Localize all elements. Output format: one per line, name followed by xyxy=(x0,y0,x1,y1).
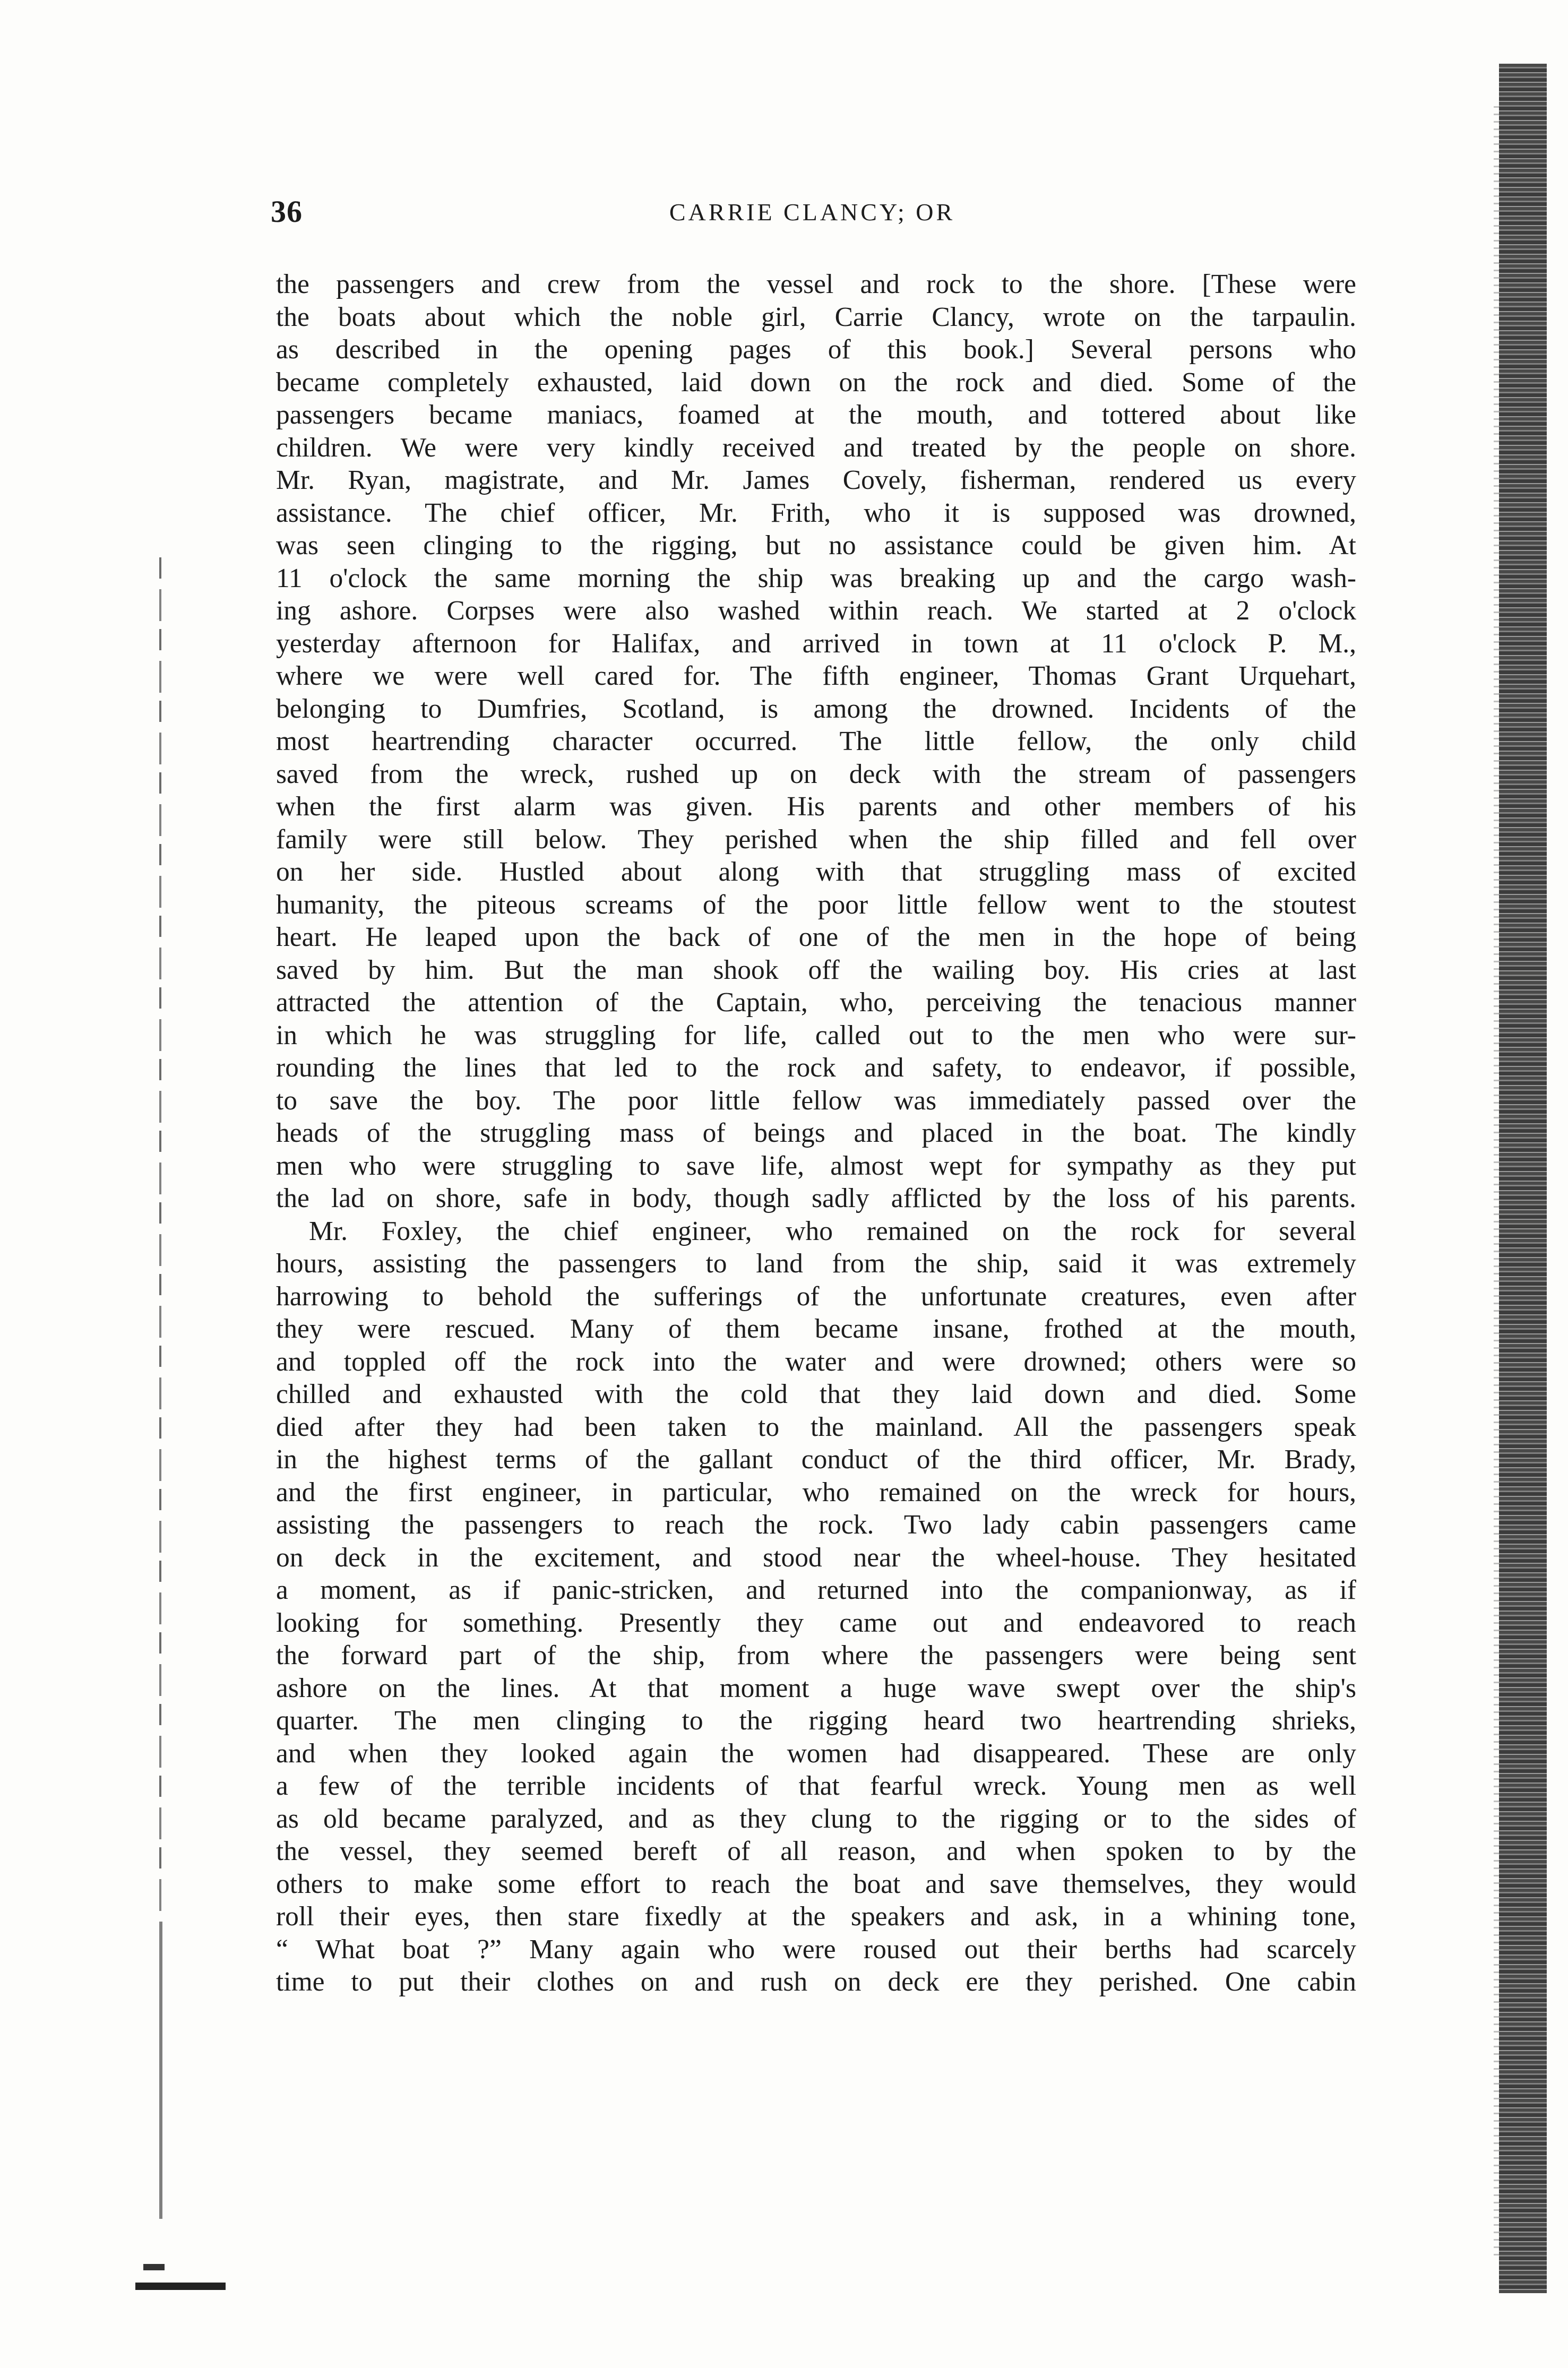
text-line: died after they had been taken to the mainland. All the passengers speak xyxy=(276,1411,1356,1442)
text-line: passengers became maniacs, foamed at the mouth, and tottered about like xyxy=(276,400,1356,430)
text-line: on deck in the excitement, and stood near the wheel-house. They hesitated xyxy=(276,1542,1356,1573)
text-line: and when they looked again the women had disappeared. These are only xyxy=(276,1738,1356,1769)
text-line: the boats about which the noble girl, Carrie Clancy, wrote on the tarpaulin. xyxy=(276,302,1356,332)
text-line: the passengers and crew from the vessel and rock to the shore. [These were xyxy=(276,269,1356,299)
text-line: a moment, as if panic-stricken, and returned into the companionway, as if xyxy=(276,1575,1356,1605)
text-line: most heartrending character occurred. The little fellow, the only child xyxy=(276,726,1356,756)
text-line: looking for something. Presently they came out and endeavored to reach xyxy=(276,1607,1356,1638)
text-line: in the highest terms of the gallant conduct of the third officer, Mr. Brady, xyxy=(276,1444,1356,1475)
left-margin-marks xyxy=(159,557,161,1911)
text-line: on her side. Hustled about along with that struggling mass of excited xyxy=(276,857,1356,887)
body-text xyxy=(276,268,1356,2285)
text-line: 11 o'clock the same morning the ship was breaking up and the cargo wash- xyxy=(276,563,1356,593)
text-line: ing ashore. Corpses were also washed within reach. We started at 2 o'clock xyxy=(276,596,1356,626)
text-line: and the first engineer, in particular, who remained on the wreck for hours, xyxy=(276,1477,1356,1508)
text-line: as described in the opening pages of this book.] Several persons who xyxy=(276,334,1356,365)
text-line: rounding the lines that led to the rock and safety, to endeavor, if possible, xyxy=(276,1053,1356,1083)
scan-edge-shadow xyxy=(1499,64,1547,2293)
page-number: 36 xyxy=(271,194,303,229)
text-line: a few of the terrible incidents of that fearful wreck. Young men as well xyxy=(276,1771,1356,1801)
text-line: assisting the passengers to reach the rock. Two lady cabin passengers came xyxy=(276,1510,1356,1540)
text-line: others to make some effort to reach the boat and save themselves, they would xyxy=(276,1868,1356,1899)
text-line: attracted the attention of the Captain, who, perceiving the tenacious manner xyxy=(276,987,1356,1018)
text-line: to save the boy. The poor little fellow was immediately passed over the xyxy=(276,1085,1356,1116)
text-line: roll their eyes, then stare fixedly at the speakers and ask, in a whining tone, xyxy=(276,1901,1356,1932)
scan-edge-marks xyxy=(1494,106,1499,2256)
text-line: heart. He leaped upon the back of one of the men in the hope of being xyxy=(276,922,1356,952)
text-line: quarter. The men clinging to the rigging heard two heartrending shrieks, xyxy=(276,1706,1356,1736)
left-margin-rule xyxy=(159,1922,162,2219)
text-line: time to put their clothes on and rush on deck ere they perished. One cabin xyxy=(276,1967,1356,1997)
text-line: was seen clinging to the rigging, but no assistance could be given him. At xyxy=(276,530,1356,561)
text-line: saved by him. But the man shook off the wailing boy. His cries at last xyxy=(276,954,1356,985)
text-line: as old became paralyzed, and as they clung to the rigging or to the sides of xyxy=(276,1803,1356,1834)
text-line: heads of the struggling mass of beings and placed in the boat. The kindly xyxy=(276,1118,1356,1148)
text-line: Mr. Foxley, the chief engineer, who remained on the rock for several xyxy=(309,1216,1356,1246)
text-line: Mr. Ryan, magistrate, and Mr. James Covely, fisherman, rendered us every xyxy=(276,465,1356,495)
text-line: assistance. The chief officer, Mr. Frith, who it is supposed was drowned, xyxy=(276,497,1356,528)
corner-smudge xyxy=(143,2264,165,2270)
text-line: and toppled off the rock into the water and were drowned; others were so xyxy=(276,1346,1356,1377)
text-line: children. We were very kindly received and treated by the people on shore. xyxy=(276,432,1356,463)
text-line: hours, assisting the passengers to land from the ship, said it was extremely xyxy=(276,1248,1356,1279)
text-line: chilled and exhausted with the cold that they laid down and died. Some xyxy=(276,1379,1356,1409)
text-line: saved from the wreck, rushed up on deck with the stream of passengers xyxy=(276,759,1356,789)
corner-mark xyxy=(135,2283,226,2290)
running-title: CARRIE CLANCY; OR xyxy=(669,199,955,226)
text-line: the forward part of the ship, from where the passengers were being sent xyxy=(276,1640,1356,1670)
text-line: yesterday afternoon for Halifax, and arrived in town at 11 o'clock P. M., xyxy=(276,628,1356,659)
text-line: belonging to Dumfries, Scotland, is among the drowned. Incidents of the xyxy=(276,693,1356,724)
text-line: where we were well cared for. The fifth engineer, Thomas Grant Urquehart, xyxy=(276,661,1356,691)
text-line: the vessel, they seemed bereft of all reason, and when spoken to by the xyxy=(276,1836,1356,1866)
text-line: they were rescued. Many of them became insane, frothed at the mouth, xyxy=(276,1314,1356,1344)
text-line: when the first alarm was given. His parents and other members of his xyxy=(276,791,1356,822)
text-line: in which he was struggling for life, called out to the men who were sur- xyxy=(276,1020,1356,1050)
page-header xyxy=(271,194,1354,242)
text-line: the lad on shore, safe in body, though sadly afflicted by the loss of his parents. xyxy=(276,1183,1356,1213)
text-line: family were still below. They perished when the ship filled and fell over xyxy=(276,824,1356,855)
text-line: men who were struggling to save life, almost wept for sympathy as they put xyxy=(276,1150,1356,1181)
text-line: harrowing to behold the sufferings of the unfortunate creatures, even after xyxy=(276,1281,1356,1312)
text-line: became completely exhausted, laid down on the rock and died. Some of the xyxy=(276,367,1356,398)
text-line: “ What boat ?” Many again who were roused out their berths had scarcely xyxy=(276,1934,1356,1965)
text-line: humanity, the piteous screams of the poor little fellow went to the stoutest xyxy=(276,889,1356,920)
text-line: ashore on the lines. At that moment a huge wave swept over the ship's xyxy=(276,1673,1356,1703)
